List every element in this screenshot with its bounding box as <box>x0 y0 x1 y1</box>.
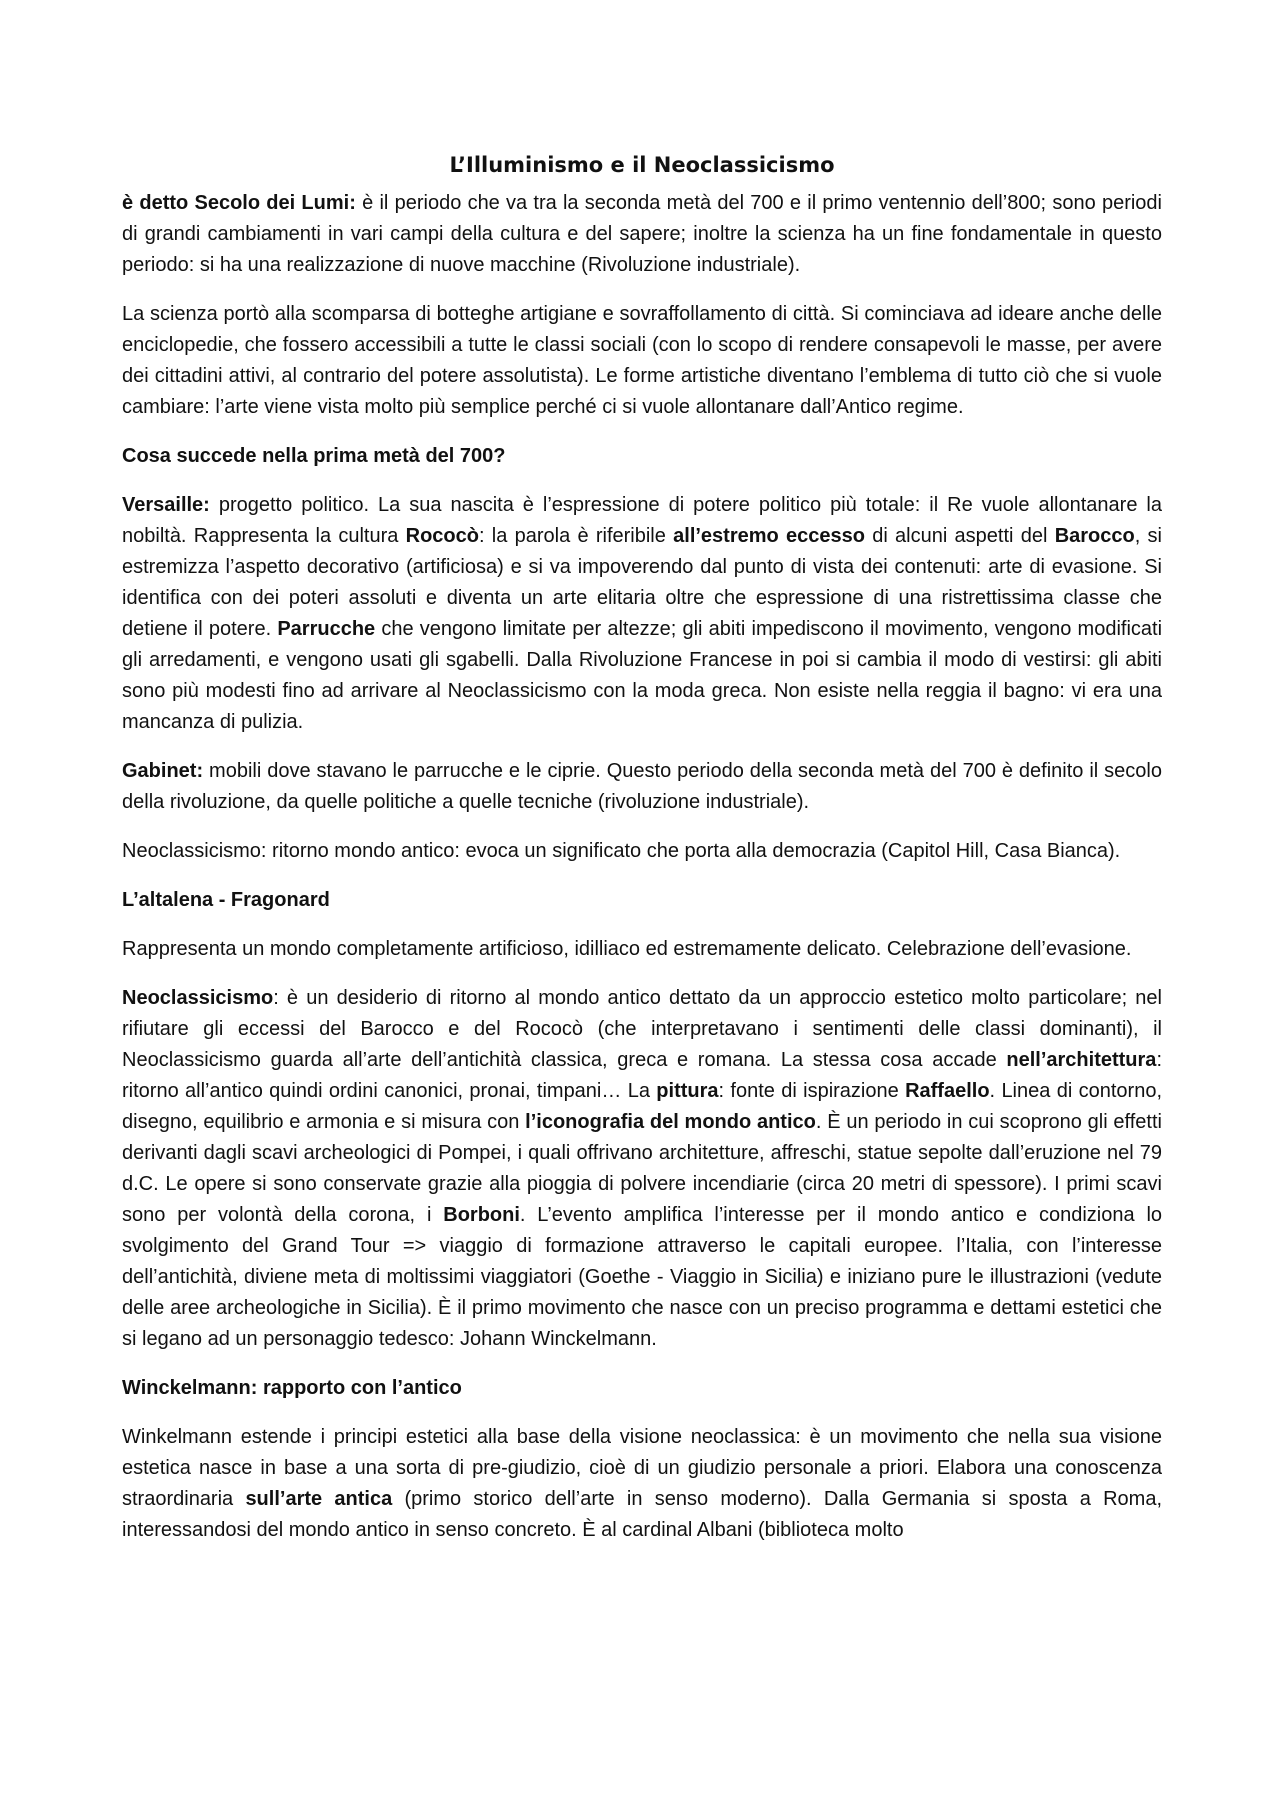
bold-term: all’estremo eccesso <box>673 525 865 547</box>
paragraph-text: Rappresenta un mondo completamente artificioso, idilliaco ed estremamente delicato. Celebrazione dell’evasione. <box>122 938 1132 960</box>
bold-term: è detto Secolo dei Lumi: <box>122 192 356 214</box>
paragraph-text: : fonte di ispirazione <box>718 1080 906 1102</box>
paragraph-versaille <box>122 490 1162 738</box>
bold-term: l’iconografia del mondo antico <box>525 1111 816 1133</box>
bold-term: pittura <box>656 1080 719 1102</box>
paragraph-text: che vengono limitate per altezze; gli abiti impediscono il movimento, vengono modificati gli arredamenti, e vengono usati gli sgabelli. Dalla Rivoluzione Francese in poi si cambia il modo di vestirsi: gli abiti sono più modesti fino ad arrivare al Neoclassicismo con la moda greca. Non esiste nella reggia il bagno: vi era una mancanza di pulizia. <box>122 618 1163 733</box>
paragraph-scienza <box>122 299 1162 423</box>
heading-text: Cosa succede nella prima metà del 700? <box>122 445 506 467</box>
paragraph-neoclassicismo-intro <box>122 836 1162 867</box>
bold-term: sull’arte antica <box>245 1488 393 1510</box>
paragraph-text: mobili dove stavano le parrucche e le ciprie. Questo periodo della seconda metà del 700 è definito il secolo della rivoluzione, da quelle politiche a quelle tecniche (rivoluzione industriale). <box>122 760 1162 813</box>
paragraph-neoclassicismo <box>122 983 1162 1355</box>
heading-text: Winckelmann: rapporto con l’antico <box>122 1377 462 1399</box>
bold-term: Gabinet: <box>122 760 204 782</box>
paragraph-text: . È un periodo in cui scoprono gli effetti derivanti dagli scavi archeologici di Pompei, i quali offrivano architetture, affreschi, statue sepolte dall’eruzione nel 79 d.C. Le opere si sono conservate grazie alla pioggia di polvere incendiarie (circa 20 metri di spessore). I primi scavi sono per volontà della corona, i <box>122 1111 1162 1226</box>
paragraph-text: . L’evento amplifica l’interesse per il mondo antico e condiziona lo svolgimento del Grand Tour => viaggio di formazione attraverso le capitali europee. l’Italia, con l’interesse dell’antichità, diviene meta di moltissimi viaggiatori (Goethe - Viaggio in Sicilia) e iniziano pure le illustrazioni (vedute delle aree archeologiche in Sicilia). È il primo movimento che nasce con un preciso programma e dettami estetici che si legano ad un personaggio tedesco: Johann Winckelmann. <box>122 1204 1163 1350</box>
paragraph-text: (primo storico dell’arte in senso moderno). Dalla Germania si sposta a Roma, interessandosi del mondo antico in senso concreto. È al cardinal Albani (biblioteca molto <box>122 1488 1163 1541</box>
document-title: L’Illuminismo e il Neoclassicismo <box>449 153 835 177</box>
paragraph-altalena <box>122 934 1162 965</box>
bold-term: Barocco <box>1054 525 1135 547</box>
bold-term: Parrucche <box>277 618 376 640</box>
paragraph-text: di alcuni aspetti del <box>864 525 1055 547</box>
paragraph-text: . Linea di contorno, disegno, equilibrio e armonia e si misura con <box>122 1080 1162 1133</box>
paragraph-winkelmann <box>122 1422 1162 1546</box>
paragraph-text: , si estremizza l’aspetto decorativo (artificiosa) e si va impoverendo dal punto di vista dei contenuti: arte di evasione. Si identifica con dei poteri assoluti e diventa un arte elitaria oltre che espressione di una ristrettissima classe che detiene il potere. <box>122 525 1162 640</box>
bold-term: Rococò <box>405 525 479 547</box>
paragraph-gabinet <box>122 756 1162 818</box>
heading-prima-meta <box>122 441 1162 472</box>
paragraph-text: : la parola è riferibile <box>478 525 674 547</box>
paragraph-text: progetto politico. La sua nascita è l’espressione di potere politico più totale: il Re vuole allontanare la nobiltà. Rappresenta la cultura <box>122 494 1162 547</box>
document-page <box>122 150 1162 1564</box>
paragraph-text: : ritorno all’antico quindi ordini canonici, pronai, timpani… La <box>122 1049 1162 1102</box>
paragraph-secolo-dei-lumi <box>122 188 1162 281</box>
paragraph-text: La scienza portò alla scomparsa di botteghe artigiane e sovraffollamento di città. Si cominciava ad ideare anche delle enciclopedie, che fossero accessibili a tutte le classi sociali (con lo scopo di rendere consapevoli le masse, per avere dei cittadini attivi, al contrario del potere assolutista). Le forme artistiche diventano l’emblema di tutto ciò che si vuole cambiare: l’arte viene vista molto più semplice perché ci si vuole allontanare dall’Antico regime. <box>122 303 1162 418</box>
heading-winckelmann <box>122 1373 1162 1404</box>
paragraph-text: Neoclassicismo: ritorno mondo antico: evoca un significato che porta alla democrazia (Capitol Hill, Casa Bianca). <box>122 840 1121 862</box>
paragraph-text: Winkelmann estende i principi estetici alla base della visione neoclassica: è un movimento che nella sua visione estetica nasce in base a una sorta di pre-giudizio, cioè di un giudizio personale a priori. Elabora una conoscenza straordinaria <box>122 1426 1162 1510</box>
bold-term: nell’architettura <box>1006 1049 1157 1071</box>
paragraph-text: : è un desiderio di ritorno al mondo antico dettato da un approccio estetico molto particolare; nel rifiutare gli eccessi del Barocco e del Rococò (che interpretavano i sentimenti delle classi dominanti), il Neoclassicismo guarda all’arte dell’antichità classica, greca e romana. La stessa cosa accade <box>122 987 1162 1071</box>
paragraph-text: è il periodo che va tra la seconda metà del 700 e il primo ventennio dell’800; sono periodi di grandi cambiamenti in vari campi della cultura e del sapere; inoltre la scienza ha un fine fondamentale in questo periodo: si ha una realizzazione di nuove macchine (Rivoluzione industriale). <box>122 192 1163 276</box>
heading-altalena <box>122 885 1162 916</box>
bold-term: Raffaello <box>905 1080 990 1102</box>
bold-term: Borboni <box>443 1204 520 1226</box>
bold-term: Neoclassicismo <box>122 987 274 1009</box>
heading-text: L’altalena - Fragonard <box>122 889 330 911</box>
bold-term: Versaille: <box>122 494 210 516</box>
